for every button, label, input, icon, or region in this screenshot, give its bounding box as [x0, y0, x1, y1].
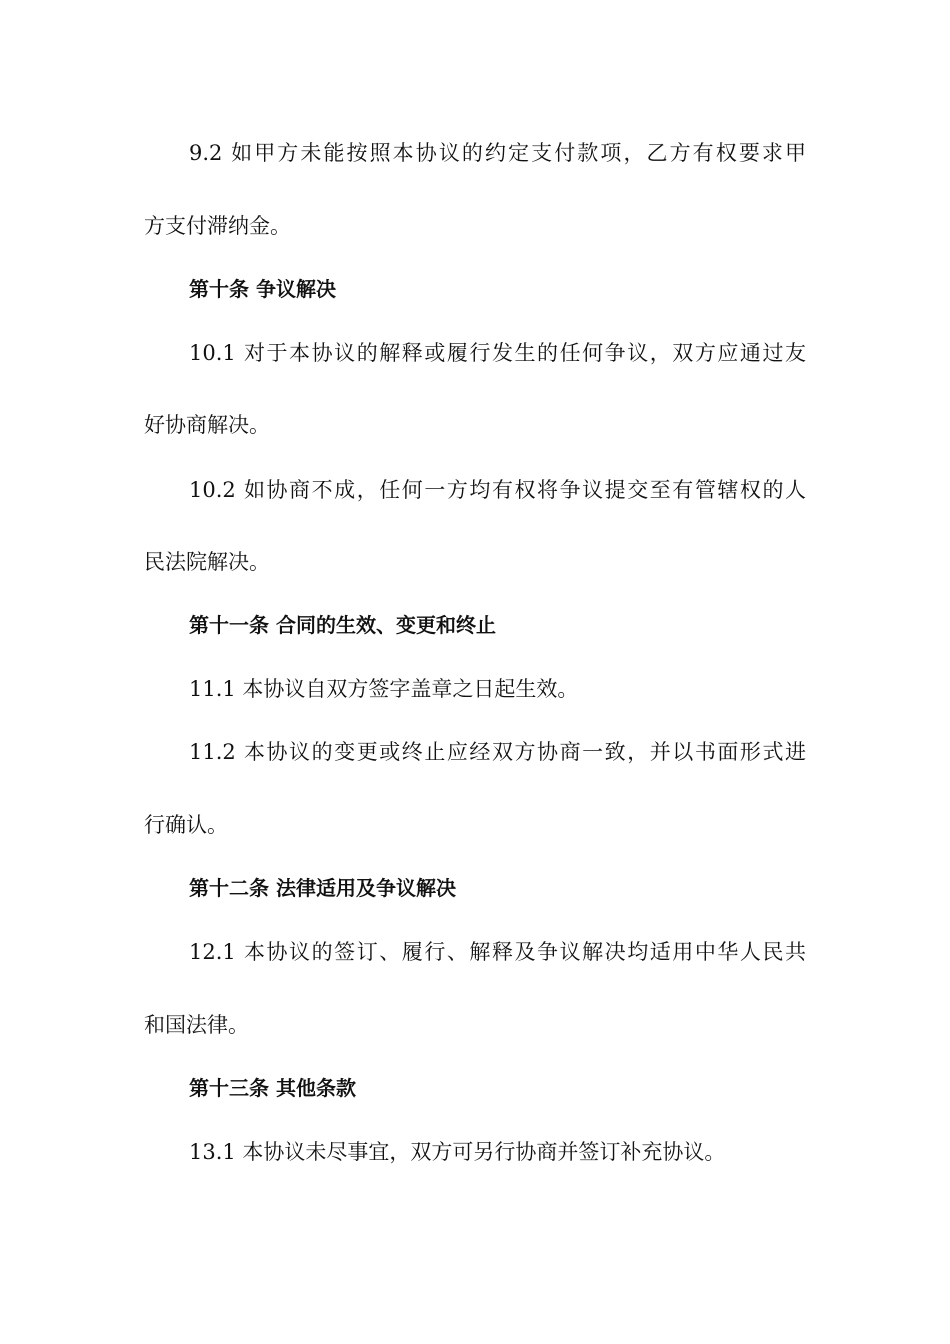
clause-9-2-line-2: 方支付滞纳金。 — [144, 214, 291, 238]
clause-9-2-line-1: 9.2 如甲方未能按照本协议的约定支付款项，乙方有权要求甲 — [189, 141, 806, 165]
clause-12-1-line-1: 12.1 本协议的签订、履行、解释及争议解决均适用中华人民共 — [189, 940, 806, 964]
clause-11-1-line-1: 11.1 本协议自双方签字盖章之日起生效。 — [189, 677, 579, 701]
article-12-heading: 第十二条 法律适用及争议解决 — [189, 876, 456, 900]
clause-13-1-line-1: 13.1 本协议未尽事宜，双方可另行协商并签订补充协议。 — [189, 1140, 726, 1164]
article-13-heading: 第十三条 其他条款 — [189, 1076, 356, 1100]
clause-10-2-line-2: 民法院解决。 — [144, 550, 270, 574]
clause-12-1-line-2: 和国法律。 — [144, 1013, 249, 1037]
clause-10-2-line-1: 10.2 如协商不成，任何一方均有权将争议提交至有管辖权的人 — [189, 478, 806, 502]
clause-11-2-line-2: 行确认。 — [144, 813, 228, 837]
article-11-heading: 第十一条 合同的生效、变更和终止 — [189, 613, 496, 637]
clause-10-1-line-1: 10.1 对于本协议的解释或履行发生的任何争议，双方应通过友 — [189, 341, 806, 365]
clause-11-2-line-1: 11.2 本协议的变更或终止应经双方协商一致，并以书面形式进 — [189, 740, 806, 764]
clause-10-1-line-2: 好协商解决。 — [144, 413, 270, 437]
article-10-heading: 第十条 争议解决 — [189, 277, 336, 301]
